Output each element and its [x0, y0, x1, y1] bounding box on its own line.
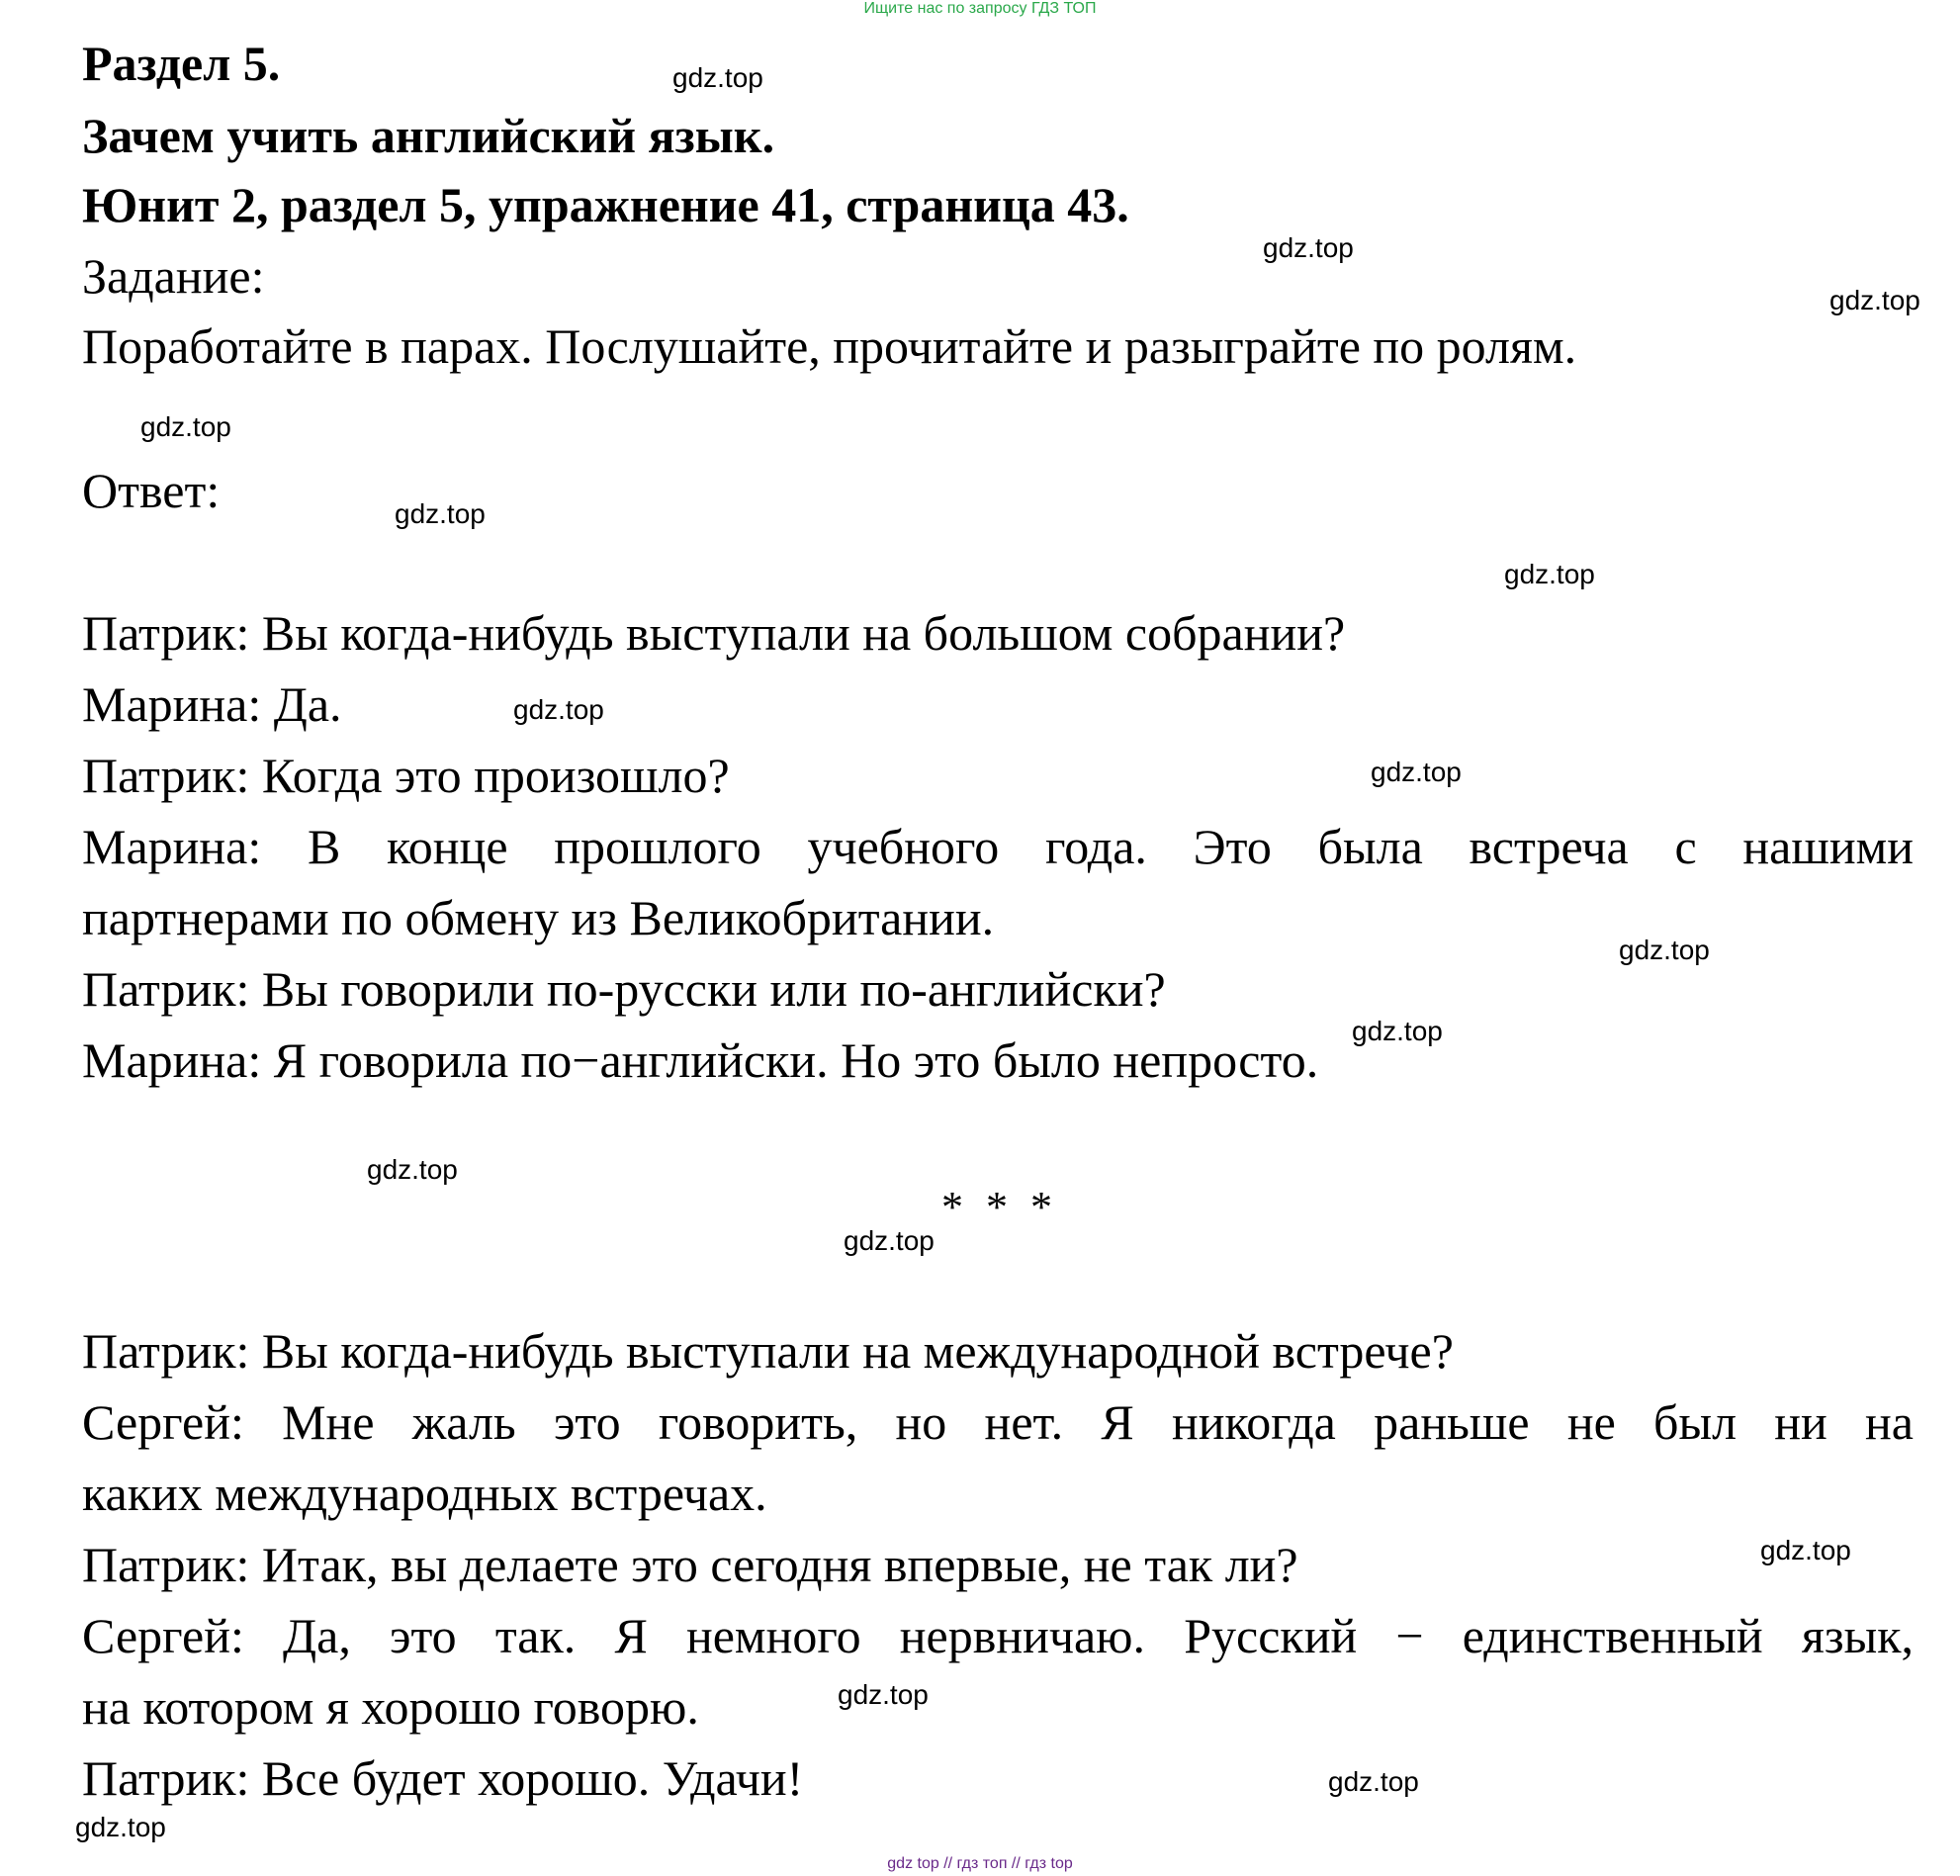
section-title: Раздел 5.	[82, 36, 281, 91]
watermark: gdz.top	[140, 411, 231, 442]
task-text: Поработайте в парах. Послушайте, прочитайте и разыграйте по ролям.	[82, 318, 1577, 374]
watermark: gdz.top	[75, 1812, 166, 1842]
watermark: gdz.top	[1328, 1766, 1419, 1797]
topic-title: Зачем учить английский язык.	[82, 108, 775, 163]
watermark: gdz.top	[1371, 757, 1462, 787]
watermark: gdz.top	[367, 1154, 458, 1185]
dialogue-line: Марина: В конце прошлого учебного года. Это была встреча с нашими	[82, 819, 1914, 874]
exercise-title: Юнит 2, раздел 5, упражнение 41, страница 43.	[82, 177, 1129, 232]
top-search-note: Ищите нас по запросу ГДЗ ТОП	[863, 0, 1097, 17]
dialogue-line: на котором я хорошо говорю.	[82, 1679, 699, 1735]
dialogue-line: Патрик: Вы говорили по-русски или по-английски?	[82, 961, 1166, 1017]
watermark: gdz.top	[1352, 1016, 1443, 1046]
dialogue-line: Патрик: Все будет хорошо. Удачи!	[82, 1750, 804, 1806]
watermark: gdz.top	[1829, 285, 1920, 315]
dialogue-line: Марина: Да.	[82, 676, 342, 732]
watermark: gdz.top	[1760, 1535, 1851, 1565]
answer-label: Ответ:	[82, 463, 221, 518]
watermark: gdz.top	[1619, 935, 1710, 965]
watermark: gdz.top	[1263, 232, 1354, 263]
task-label: Задание:	[82, 248, 265, 304]
dialogue-line: Сергей: Мне жаль это говорить, но нет. Я никогда раньше не был ни на	[82, 1394, 1914, 1450]
watermark: gdz.top	[1504, 559, 1595, 589]
dialogue-line: Марина: Я говорила по−английски. Но это было непросто.	[82, 1032, 1319, 1088]
dialogue-line: Сергей: Да, это так. Я немного нервничаю. Русский − единственный язык,	[82, 1608, 1914, 1663]
dialogue-line: Патрик: Когда это произошло?	[82, 748, 730, 803]
watermark: gdz.top	[513, 694, 604, 725]
dialogue-line: Патрик: Вы когда-нибудь выступали на большом собрании?	[82, 605, 1346, 661]
dialogue-line: Патрик: Итак, вы делаете это сегодня впервые, не так ли?	[82, 1537, 1298, 1592]
watermark: gdz.top	[838, 1679, 929, 1710]
watermark: gdz.top	[672, 62, 763, 93]
footer-links: gdz top // гдз топ // гдз top	[887, 1855, 1073, 1872]
watermark: gdz.top	[844, 1225, 935, 1256]
section-separator: * * *	[941, 1183, 1058, 1231]
dialogue-line: Патрик: Вы когда-нибудь выступали на международной встрече?	[82, 1323, 1454, 1379]
dialogue-line: партнерами по обмену из Великобритании.	[82, 890, 995, 945]
watermark: gdz.top	[395, 498, 486, 529]
dialogue-line: каких международных встречах.	[82, 1466, 767, 1521]
